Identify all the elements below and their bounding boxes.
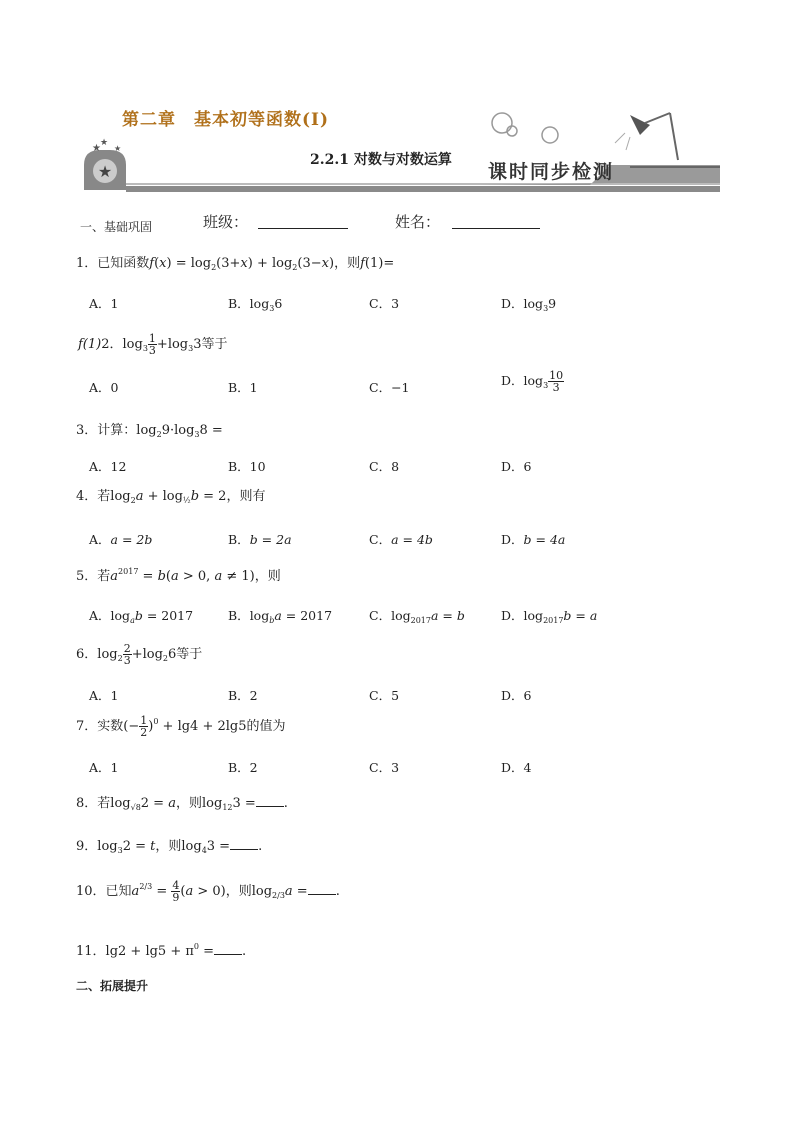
q4-option-a[interactable]: A．a = 2b: [89, 532, 153, 547]
banner-title: 课时同步检测: [488, 161, 615, 183]
q5-option-a[interactable]: A．$\log_ab = 2017$: [89, 608, 194, 625]
question-11: 11．$\lg 2 + \lg 5 + \pi^0$ = .: [76, 942, 247, 959]
q5-option-b[interactable]: B．$\log_ba = 2017$: [228, 608, 333, 625]
q7-option-a[interactable]: A．1: [89, 760, 119, 775]
question-9: 9．$\log_32 = t$，则$\log_43$ = .: [76, 839, 263, 855]
q5-option-c[interactable]: C．$\log_{2017}a = b$: [369, 608, 465, 625]
q6-option-a[interactable]: A．1: [89, 688, 119, 703]
question-10: 10．已知$a^{2/3}$ = $\frac{4}{9}$ (a > 0)，则$\log_{2/3}a$ = .: [76, 879, 340, 904]
q4-option-b[interactable]: B．b = 2a: [228, 532, 292, 547]
svg-text:★: ★: [97, 162, 113, 181]
svg-text:★: ★: [100, 138, 109, 148]
q3-option-d[interactable]: D．6: [501, 459, 532, 474]
section-title: 2.2.1 对数与对数运算: [310, 152, 452, 168]
question-3: 3．计算：$\log_29\cdot\log_38$ =: [76, 423, 223, 439]
class-label: 班级：: [203, 213, 249, 231]
q2-option-c[interactable]: C．−1: [369, 380, 410, 395]
header-bar: [126, 186, 720, 192]
q6-option-d[interactable]: D．6: [501, 688, 532, 703]
name-blank[interactable]: [452, 212, 540, 229]
question-6: 6．$\log_2$ $\frac{2}{3}$ $+\log_26$等于: [76, 642, 203, 667]
q4-option-c[interactable]: C．a = 4b: [369, 532, 433, 547]
q11-blank[interactable]: [214, 942, 242, 955]
question-8: 8．若$\log_{√8}2 = a$，则$\log_{12}3$ = .: [76, 796, 288, 812]
question-7: 7．实数(− $\frac{1}{2}$ )$^0$ + lg4 + 2lg5的值为: [76, 714, 286, 739]
question-4: 4．若$\log_2a + \log_{\frac{1}{2}}b = 2$，则有: [76, 489, 266, 505]
part1-heading: 一、基础巩固: [80, 220, 153, 234]
q7-option-b[interactable]: B．2: [228, 760, 258, 775]
lamp-icon: [615, 113, 678, 160]
q3-option-a[interactable]: A．12: [89, 459, 127, 474]
q2-option-a[interactable]: A．0: [89, 380, 119, 395]
q1-option-c[interactable]: C．3: [369, 296, 400, 311]
question-1: 1．已知函数$f(x) = \log_2(3+x) + \log_2(3-x)$，则f(1)=: [76, 256, 395, 272]
q1-option-a[interactable]: A．1: [89, 296, 119, 311]
part2-heading: 二、拓展提升: [76, 979, 149, 993]
name-label: 姓名：: [395, 213, 441, 231]
q6-option-b[interactable]: B．2: [228, 688, 258, 703]
q1-option-d[interactable]: D．$\log_39$: [501, 296, 557, 313]
chapter-title: 第二章 基本初等函数(Ⅰ): [122, 110, 330, 130]
q1-option-b[interactable]: B．$\log_36$: [228, 296, 283, 313]
q3-option-b[interactable]: B．10: [228, 459, 266, 474]
star-badge-icon: [84, 138, 126, 190]
q9-blank[interactable]: [230, 837, 258, 850]
q7-option-c[interactable]: C．3: [369, 760, 400, 775]
class-blank[interactable]: [258, 212, 348, 229]
q5-option-d[interactable]: D．$\log_{2017}b = a$: [501, 608, 598, 625]
q10-blank[interactable]: [308, 882, 336, 895]
q7-option-d[interactable]: D．4: [501, 760, 532, 775]
q3-option-c[interactable]: C．8: [369, 459, 400, 474]
q2-option-d[interactable]: D．$\log_3$ $\frac{10}{3}$: [501, 369, 564, 394]
q4-option-d[interactable]: D．b = 4a: [501, 532, 566, 547]
svg-text:★: ★: [92, 143, 101, 154]
question-2: f(1)2．$\log_3$ $\frac{1}{3}$ $+\log_33$等于: [78, 332, 228, 357]
q6-option-c[interactable]: C．5: [369, 688, 400, 703]
svg-text:★: ★: [114, 144, 122, 153]
question-5: 5．若$a^{2017} = b(a > 0$, a ≠ 1)，则: [76, 567, 281, 584]
q2-option-b[interactable]: B．1: [228, 380, 258, 395]
q8-blank[interactable]: [256, 794, 284, 807]
